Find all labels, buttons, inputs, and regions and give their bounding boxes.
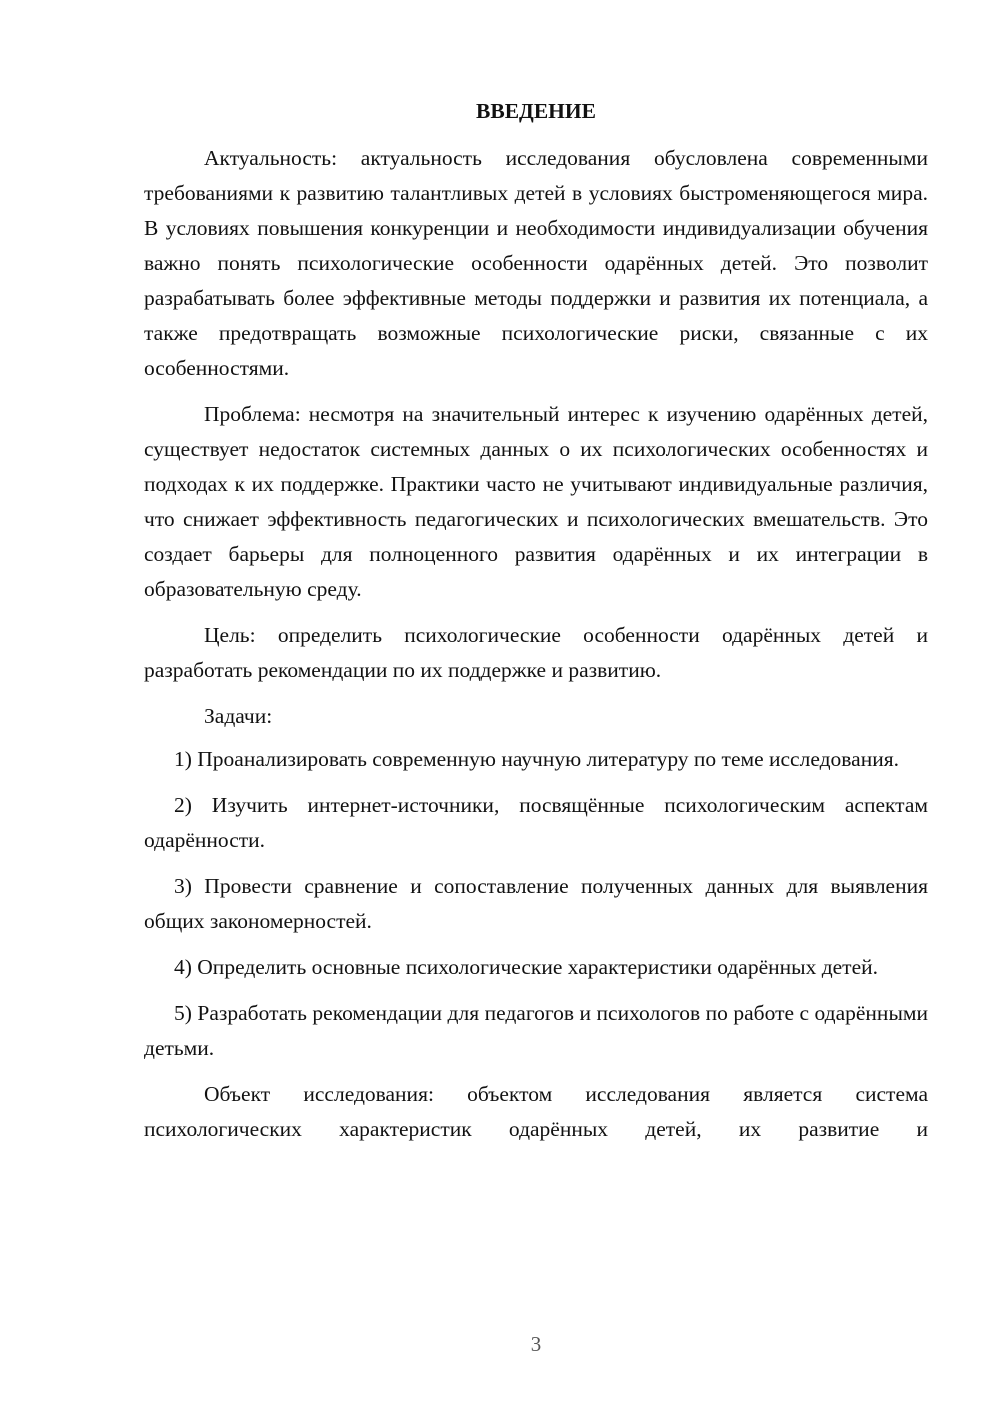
problem-paragraph: Проблема: несмотря на значительный интерес к изучению одарённых детей, существует недостаток системных данных о их психологических особенностях и подходах к их поддержке. Практики часто не учитывают индивидуальные различия, что снижает эффективность педагогических и психологических вмешательств. Это создает барьеры для полноценного развития одарённых и их интеграции в образовательную среду. — [144, 402, 928, 601]
task-item: 5) Разработать рекомендации для педагогов и психологов по работе с одарёнными детьми. — [144, 1001, 928, 1060]
page-content — [144, 94, 928, 1158]
task-item: 4) Определить основные психологические характеристики одарённых детей. — [174, 955, 878, 979]
object-paragraph: Объект исследования: объектом исследования является система психологических характеристик одарённых детей, их развитие и — [144, 1082, 928, 1141]
section-title: ВВЕДЕНИЕ — [476, 99, 596, 123]
goal-paragraph: Цель: определить психологические особенности одарённых детей и разработать рекомендации по их поддержке и развитию. — [144, 623, 928, 682]
tasks-heading: Задачи: — [204, 704, 273, 728]
task-item: 2) Изучить интернет-источники, посвящённые психологическим аспектам одарённости. — [144, 793, 928, 852]
task-item: 1) Проанализировать современную научную литературу по теме исследования. — [174, 747, 899, 771]
task-item: 3) Провести сравнение и сопоставление полученных данных для выявления общих закономерностей. — [144, 874, 928, 933]
page-number: 3 — [530, 1332, 542, 1356]
relevance-paragraph: Актуальность: актуальность исследования обусловлена современными требованиями к развитию талантливых детей в условиях быстроменяющегося мира. В условиях повышения конкуренции и необходимости индивидуализации обучения важно понять психологические особенности одарённых детей. Это позволит разрабатывать более эффективные методы поддержки и развития их потенциала, а также предотвращать возможные психологические риски, связанные с их особенностями. — [144, 146, 928, 380]
